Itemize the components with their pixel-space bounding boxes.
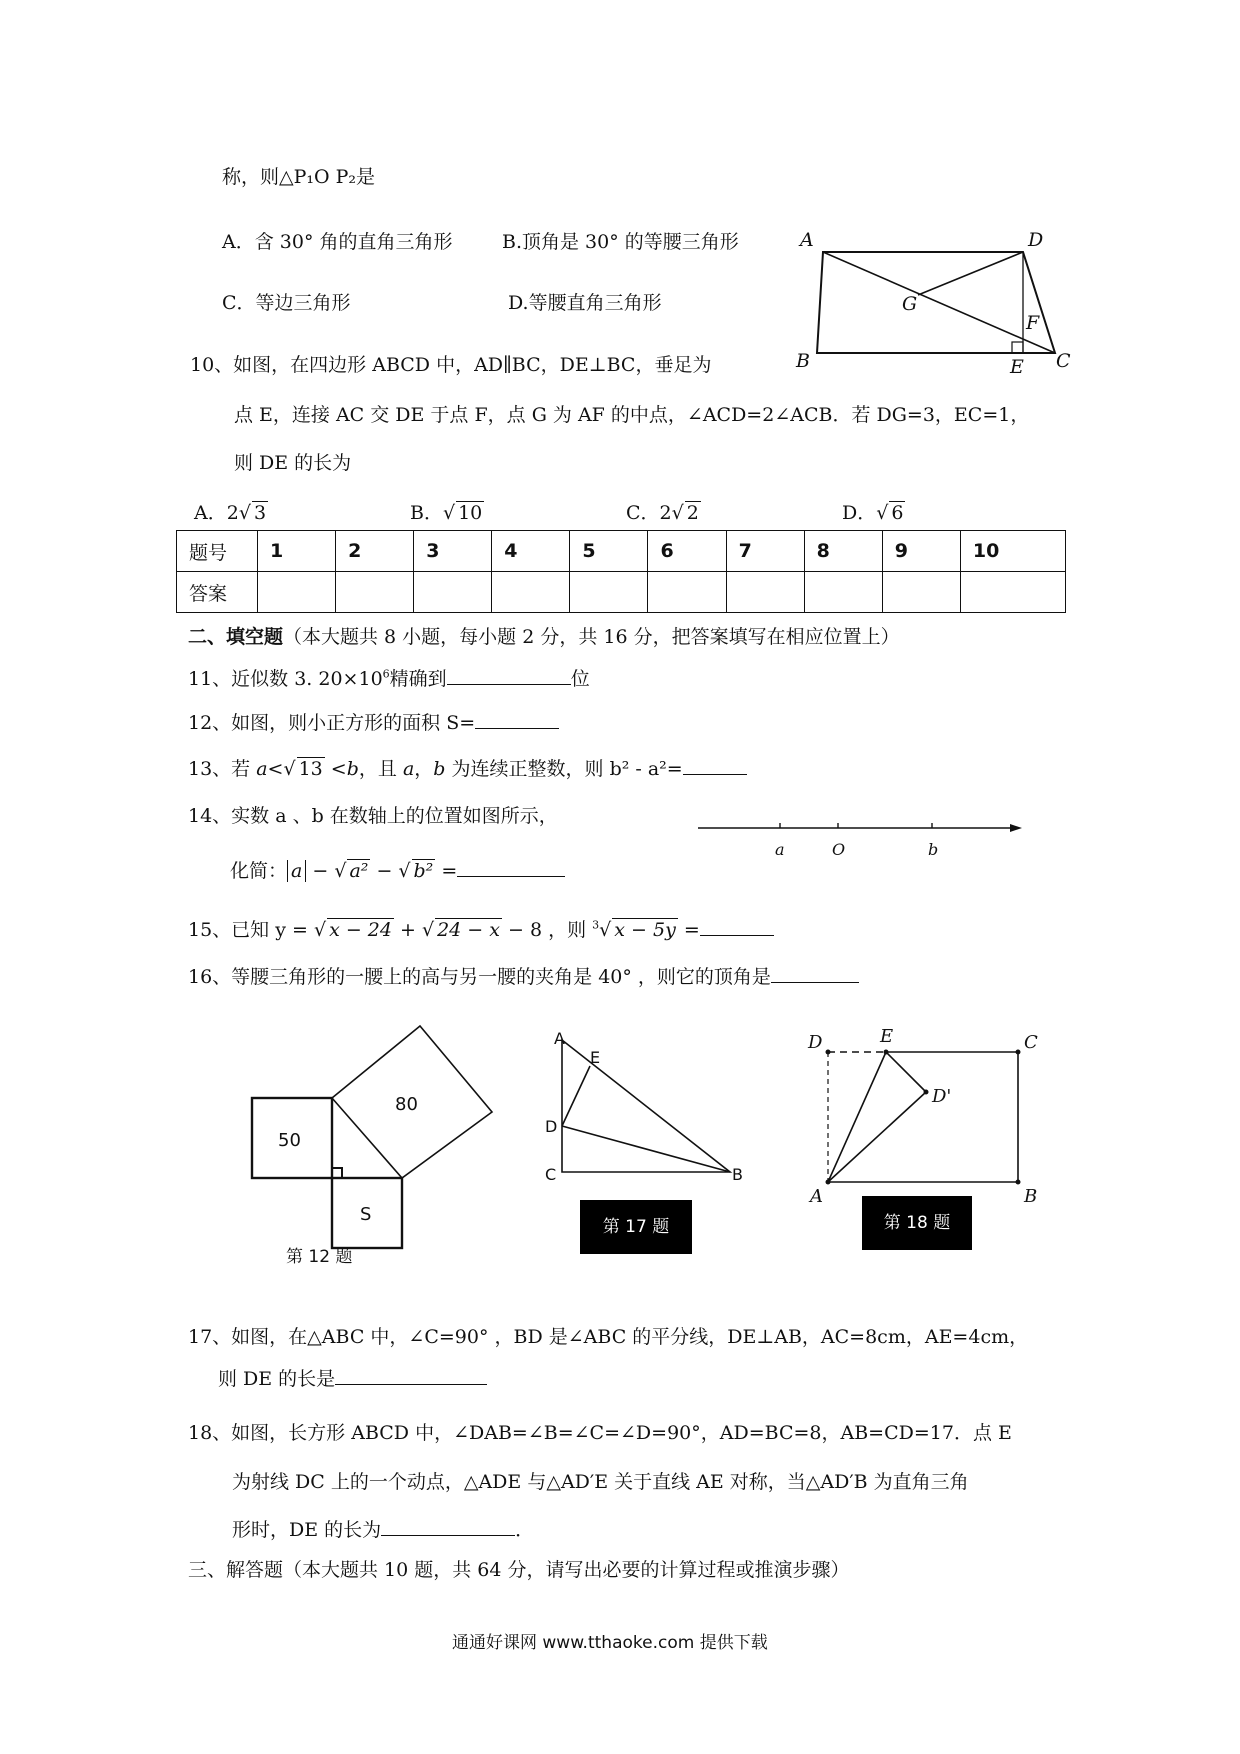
fig12-label-s: S: [360, 1204, 372, 1225]
answer-cell[interactable]: [882, 572, 960, 613]
fig18-point-c: C: [1024, 1032, 1038, 1053]
qnum-7: 7: [726, 531, 804, 572]
fig18-point-b: B: [1024, 1186, 1038, 1207]
qnum-5: 5: [570, 531, 648, 572]
q10-point-d: D: [1028, 229, 1044, 251]
q10-option-a: A．2√ 3: [194, 502, 267, 524]
qnum-8: 8: [804, 531, 882, 572]
q10-option-b: B．√ 10: [410, 502, 483, 524]
q10-option-d: D．√ 6: [842, 502, 904, 524]
q10-point-e: E: [1010, 356, 1024, 375]
numberline-label-a: a: [775, 840, 785, 859]
answer-table-row-numbers: [177, 531, 1066, 572]
fig18-point-e: E: [880, 1026, 894, 1047]
footer-text: 通通好课网 www.tthaoke.com 提供下载: [452, 1633, 768, 1653]
answer-table-row-answers: [177, 572, 1066, 613]
qnum-1: 1: [258, 531, 336, 572]
q10-line3: 则 DE 的长为: [234, 452, 352, 474]
q14-line2: 化简： a − √ a² − √ b² =: [230, 856, 565, 883]
answer-cell[interactable]: [258, 572, 336, 613]
numberline-label-b: b: [928, 840, 939, 859]
fig18-point-d: D: [808, 1032, 823, 1053]
q18-line3: 形时，DE 的长为 ．: [232, 1519, 535, 1541]
fig12-label-50: 50: [278, 1130, 301, 1151]
q10-point-g: G: [902, 293, 918, 315]
qnum-2: 2: [336, 531, 414, 572]
answer-cell[interactable]: [336, 572, 414, 613]
q12: 12、如图，则小正方形的面积 S=: [188, 708, 559, 735]
q9-option-d: D.等腰直角三角形: [508, 292, 662, 314]
q18-line1: 18、如图，长方形 ABCD 中，∠DAB=∠B=∠C=∠D=90°，AD=BC=8，AB=CD=17．点 E: [188, 1422, 1012, 1444]
answer-cell[interactable]: [726, 572, 804, 613]
q9-option-b: B.顶角是 30° 的等腰三角形: [502, 231, 739, 253]
q14-line1: 14、实数 a 、b 在数轴上的位置如图所示，: [188, 805, 558, 827]
answer-cell[interactable]: [492, 572, 570, 613]
q9-option-a: A．含 30° 角的直角三角形: [222, 231, 453, 253]
fig17-point-e: E: [590, 1048, 601, 1067]
fig17-point-a: A: [554, 1030, 565, 1048]
q9-option-c: C．等边三角形: [222, 292, 351, 314]
q10-option-c: C．2√ 2: [626, 502, 699, 524]
fig17-caption: 第 17 题: [580, 1200, 692, 1254]
answer-cell[interactable]: [648, 572, 726, 613]
qnum-4: 4: [492, 531, 570, 572]
numberline-label-o: O: [832, 840, 846, 859]
fig12: [240, 1010, 510, 1250]
q15: 15、已知 y = √ x − 24 + √ 24 − x − 8 ，则 $^3$√ x − 5y =: [188, 915, 774, 942]
q14-numberline: [690, 815, 1030, 865]
fig17-point-c: C: [545, 1165, 557, 1184]
q11: 11、近似数 3. $20\times 10^6$精确到 位: [188, 667, 590, 690]
fig17-point-b: B: [732, 1165, 743, 1184]
answer-cell[interactable]: [570, 572, 648, 613]
fig17: [540, 1030, 760, 1190]
fig18-point-d-prime: D': [932, 1086, 952, 1107]
fig18-caption: 第 18 题: [862, 1196, 972, 1250]
answer-table: [176, 530, 1066, 613]
q10-point-b: B: [796, 350, 810, 372]
answer-cell[interactable]: [414, 572, 492, 613]
qnum-10: 10: [960, 531, 1065, 572]
answer-cell[interactable]: [960, 572, 1065, 613]
q16: 16、等腰三角形的一腰上的高与另一腰的夹角是 40° ，则它的顶角是: [188, 962, 859, 989]
qnum-3: 3: [414, 531, 492, 572]
qnum-6: 6: [648, 531, 726, 572]
fig18-point-a: A: [810, 1186, 823, 1207]
q13: 13、若 a<√ 13 <b，且 a，b 为连续正整数，则 b² - a²=: [188, 754, 747, 781]
qnum-9: 9: [882, 531, 960, 572]
header-answer: 答案: [177, 572, 258, 613]
q18-line2: 为射线 DC 上的一个动点，△ADE 与△AD′E 关于直线 AE 对称，当△AD′B 为直角三角: [232, 1471, 969, 1493]
section2-heading: 二、填空题（本大题共 8 小题，每小题 2 分，共 16 分，把答案填写在相应位置上）: [188, 626, 900, 648]
q17-line2: 则 DE 的长是: [218, 1364, 487, 1391]
q10-point-c: C: [1056, 350, 1071, 372]
fig17-point-d: D: [545, 1117, 558, 1136]
q10-figure: [790, 225, 1090, 375]
section3-heading: 三、解答题（本大题共 10 题，共 64 分，请写出必要的计算过程或推演步骤）: [188, 1559, 850, 1581]
fig18: [800, 1018, 1060, 1208]
q10-line2: 点 E，连接 AC 交 DE 于点 F，点 G 为 AF 的中点，∠ACD=2∠ACB．若 DG=3，EC=1，: [234, 404, 1030, 426]
answer-cell[interactable]: [804, 572, 882, 613]
q10-point-a: A: [800, 229, 814, 251]
q10-point-f: F: [1026, 312, 1040, 334]
q10-line1: 10、如图，在四边形 ABCD 中，AD∥BC，DE⊥BC，垂足为: [190, 354, 712, 376]
q17-line1: 17、如图，在△ABC 中，∠C=90° ，BD 是∠ABC 的平分线，DE⊥AB，AC=8cm，AE=4cm，: [188, 1326, 1029, 1348]
fig12-label-80: 80: [395, 1094, 418, 1115]
q9-stem-tail: 称，则△P₁O P₂是: [222, 166, 376, 188]
fig12-caption: 第 12 题: [286, 1247, 353, 1267]
header-question-number: 题号: [177, 531, 258, 572]
